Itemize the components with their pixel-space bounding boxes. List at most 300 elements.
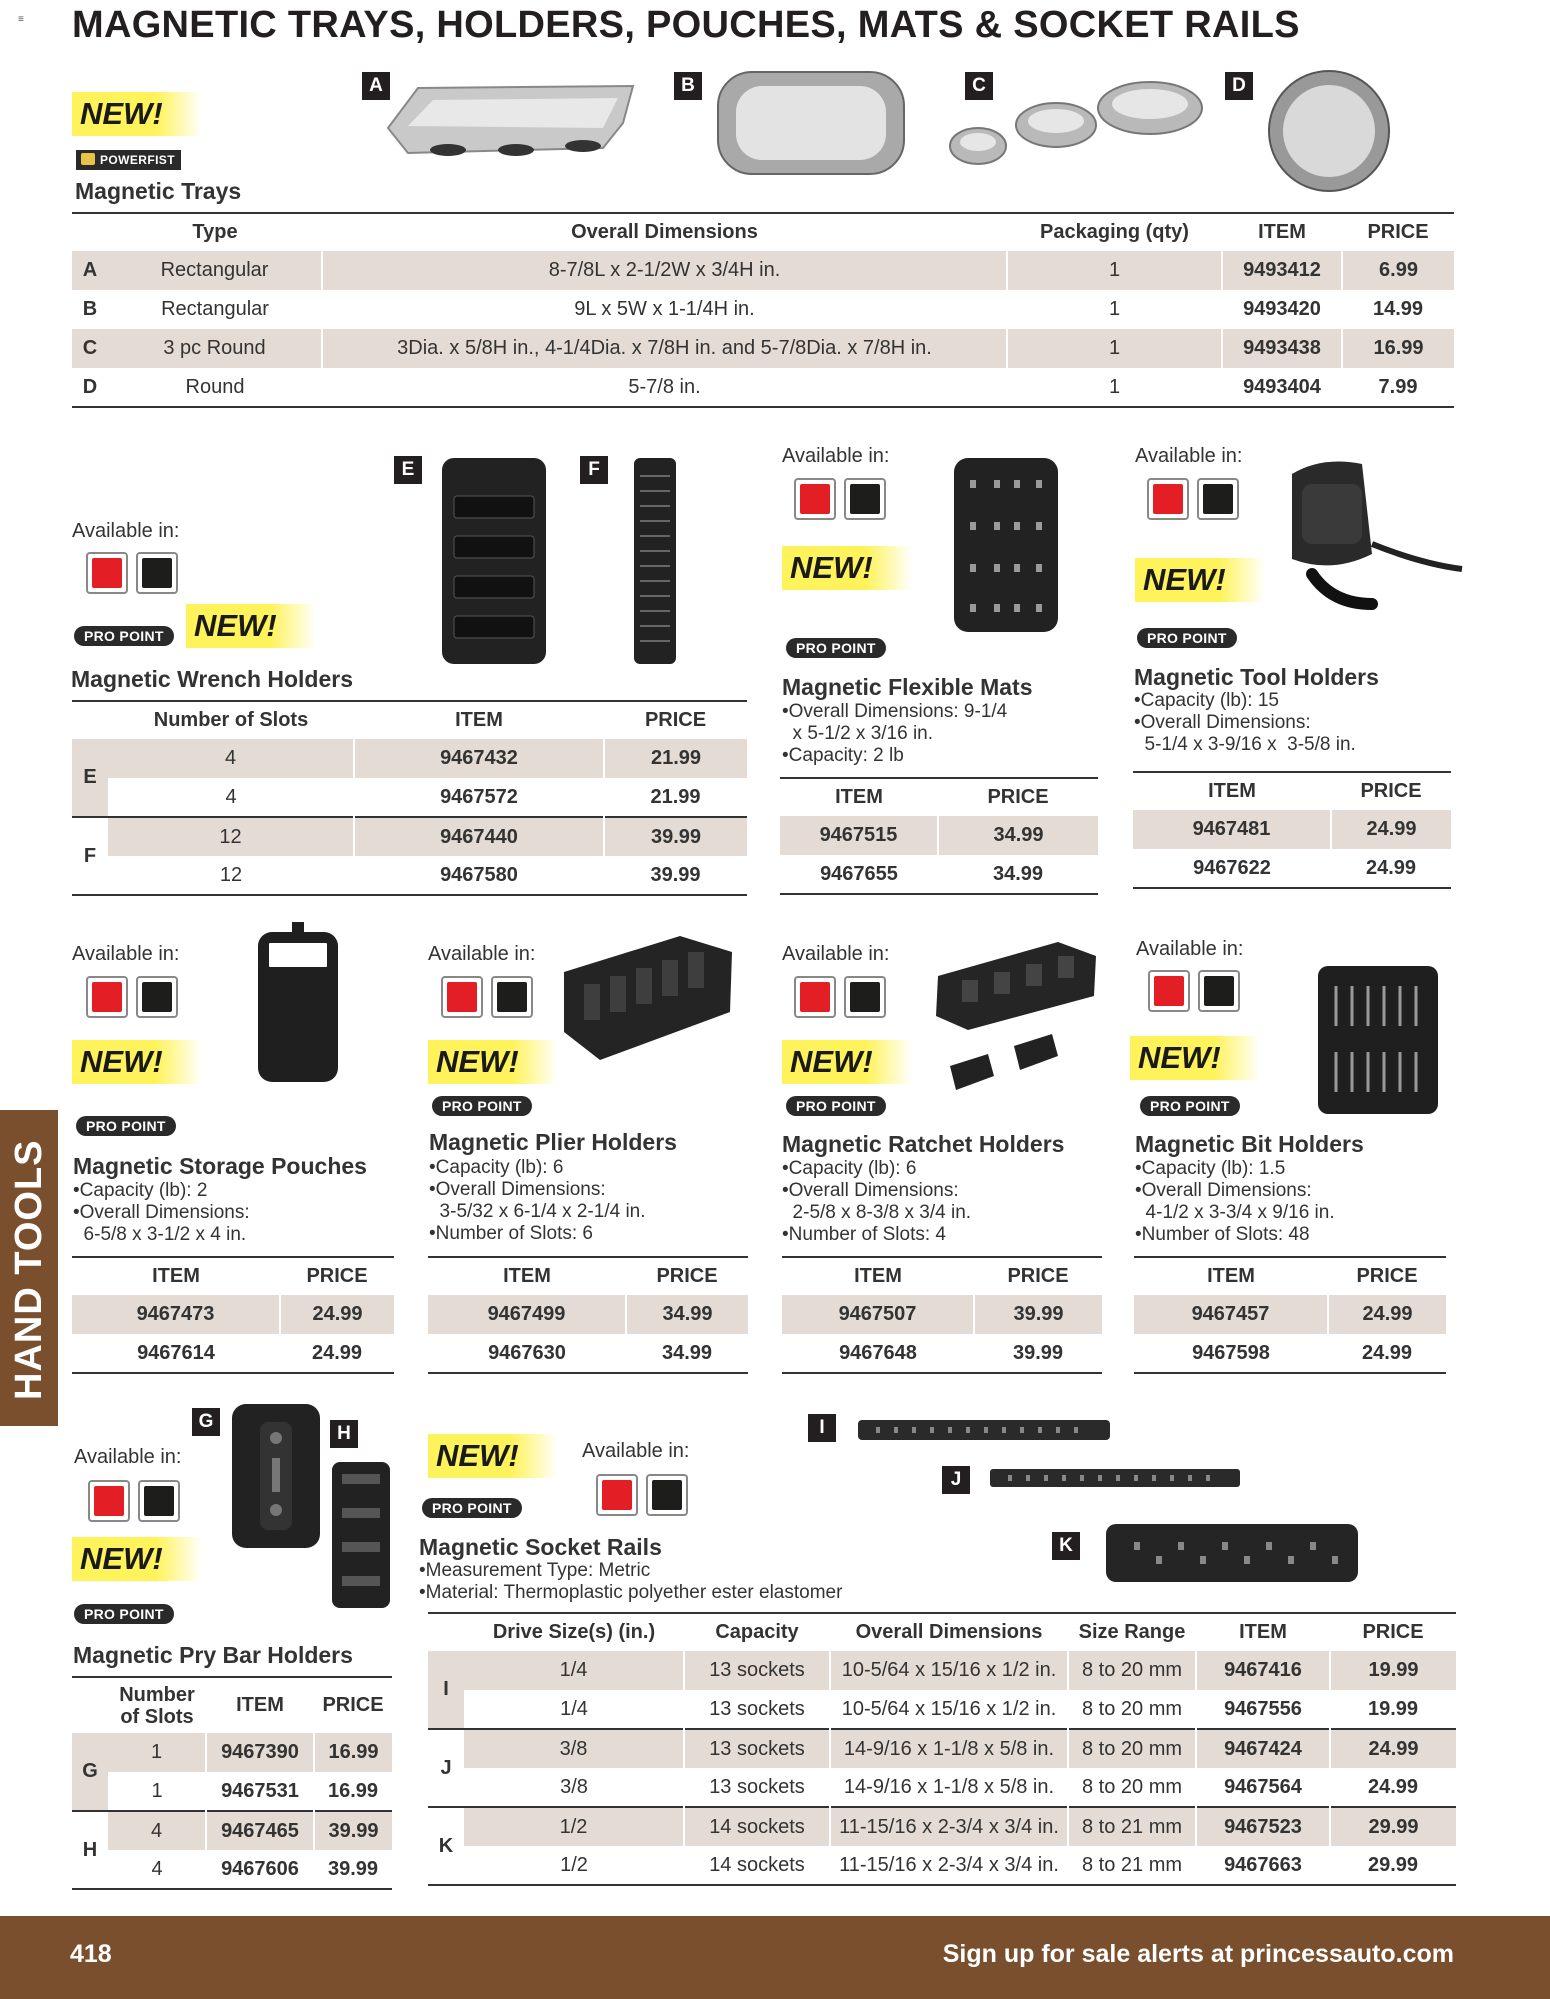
item-cell: 9493412	[1222, 251, 1342, 290]
price-cell: 39.99	[314, 1811, 392, 1850]
qty-cell: 1	[1007, 251, 1222, 290]
page-title: MAGNETIC TRAYS, HOLDERS, POUCHES, MATS & SOCKET RAILS	[72, 4, 1300, 46]
item-cell: 9467465	[206, 1811, 314, 1850]
table-row	[72, 290, 1454, 329]
spec-line: •Overall Dimensions: 9-1/4	[782, 701, 1008, 722]
item-cell: 9467564	[1224, 1775, 1302, 1798]
price-cell: 24.99	[1365, 856, 1417, 879]
black-swatch	[844, 976, 886, 1018]
item-cell: 9467630	[488, 1341, 566, 1364]
color-swatches	[86, 552, 178, 594]
pro-point-logo: PRO POINT	[74, 1604, 174, 1624]
table-row	[428, 1807, 1456, 1846]
plier-holder-image	[560, 932, 736, 1064]
row-key: J	[428, 1729, 464, 1807]
spec-line: •Overall Dimensions:	[782, 1180, 959, 1201]
table-row	[72, 368, 1454, 407]
plier-specs	[429, 1157, 646, 1245]
available-in-label: Available in:	[782, 943, 890, 965]
tool-holder-image	[1262, 454, 1464, 614]
color-swatches	[794, 976, 886, 1018]
row-key: H	[72, 1811, 108, 1889]
col-header: Number of Slots	[153, 709, 309, 731]
col-header: PRICE	[1367, 221, 1429, 243]
pro-point-logo: PRO POINT	[76, 1116, 176, 1136]
price-cell: 6.99	[1342, 251, 1454, 290]
pry-heading: Magnetic Pry Bar Holders	[73, 1642, 353, 1668]
black-swatch	[1198, 970, 1240, 1012]
item-cell: 9467580	[440, 863, 518, 886]
item-cell: 9467457	[1134, 1295, 1328, 1334]
mats-table	[780, 777, 1098, 895]
spec-line: •Capacity (lb): 15	[1134, 690, 1279, 711]
wrench-holder-4-image	[440, 456, 548, 666]
rectangular-tray-large-image	[714, 68, 909, 178]
color-swatches	[794, 478, 886, 520]
ratchet-table	[782, 1256, 1102, 1374]
col-header: ITEM	[1258, 221, 1306, 243]
red-swatch	[1147, 478, 1189, 520]
pro-point-logo: PRO POINT	[786, 638, 886, 658]
price-cell: 29.99	[1330, 1807, 1456, 1846]
price-cell: 34.99	[626, 1295, 748, 1334]
pouch-table	[72, 1256, 394, 1374]
col-header: PRICE	[1007, 1265, 1069, 1287]
label-i: I	[808, 1414, 836, 1442]
black-swatch	[136, 552, 178, 594]
col-header: Overall Dimensions	[571, 221, 758, 243]
spec-line: •Number of Slots: 4	[782, 1224, 946, 1245]
bit-table	[1134, 1256, 1446, 1374]
qty-cell: 1	[1007, 329, 1222, 368]
red-swatch	[441, 976, 483, 1018]
col-header: ITEM	[854, 1265, 902, 1287]
new-badge: NEW!	[72, 92, 202, 136]
tool-table	[1133, 771, 1451, 889]
price-cell: 16.99	[1342, 329, 1454, 368]
bit-heading: Magnetic Bit Holders	[1135, 1131, 1364, 1157]
row-key: I	[428, 1651, 464, 1729]
dims-cell: 11-15/16 x 2-3/4 x 3/4 in.	[830, 1807, 1068, 1846]
item-cell: 9467507	[782, 1295, 974, 1334]
table-row	[428, 1651, 1456, 1690]
col-header: PRICE	[644, 709, 707, 731]
pouch-heading: Magnetic Storage Pouches	[73, 1153, 367, 1179]
pro-point-logo: PRO POINT	[432, 1096, 532, 1116]
range-cell: 8 to 20 mm	[1081, 1775, 1183, 1798]
drive-cell: 1/4	[560, 1697, 588, 1720]
slots-cell: 12	[219, 863, 243, 886]
item-cell: 9467622	[1193, 856, 1271, 879]
table-row	[1134, 1295, 1446, 1334]
label-b: B	[674, 72, 702, 100]
slots-cell: 1	[151, 1779, 163, 1802]
range-cell: 8 to 20 mm	[1081, 1697, 1183, 1720]
black-swatch	[844, 478, 886, 520]
row-key: F	[72, 817, 108, 895]
dims-cell: 9L x 5W x 1-1/4H in.	[574, 298, 755, 320]
bit-holder-image	[1316, 964, 1440, 1116]
item-cell: 9467416	[1196, 1651, 1330, 1690]
page-footer	[0, 1916, 1550, 1999]
dims-cell: 10-5/64 x 15/16 x 1/2 in.	[830, 1651, 1068, 1690]
table-row	[782, 1334, 1102, 1373]
row-key: E	[72, 739, 108, 817]
dims-cell: 8-7/8L x 2-1/2W x 3/4H in.	[322, 251, 1007, 290]
color-swatches	[86, 976, 178, 1018]
range-cell: 8 to 20 mm	[1068, 1729, 1196, 1768]
col-header: ITEM	[1208, 780, 1256, 802]
table-row	[1134, 1334, 1446, 1373]
item-cell: 9467663	[1224, 1853, 1302, 1876]
storage-pouch-image	[252, 918, 344, 1088]
label-e: E	[394, 456, 422, 484]
dims-cell: 14-9/16 x 1-1/8 x 5/8 in.	[843, 1775, 1055, 1798]
red-swatch	[596, 1474, 638, 1516]
table-row	[428, 1334, 748, 1373]
new-badge: NEW!	[782, 546, 912, 590]
col-header: PRICE	[1362, 1621, 1424, 1643]
spec-line: •Overall Dimensions:	[73, 1202, 250, 1223]
powerfist-logo: POWERFIST	[76, 150, 181, 170]
range-cell: 8 to 20 mm	[1068, 1651, 1196, 1690]
new-badge: NEW!	[1135, 558, 1265, 602]
table-row	[428, 1690, 1456, 1729]
table-row	[72, 329, 1454, 368]
range-cell: 8 to 21 mm	[1068, 1807, 1196, 1846]
new-badge: NEW!	[186, 604, 316, 648]
row-key: B	[72, 290, 108, 329]
tool-heading: Magnetic Tool Holders	[1134, 664, 1379, 690]
col-header: PRICE	[1360, 780, 1422, 802]
dims-cell: 3Dia. x 5/8H in., 4-1/4Dia. x 7/8H in. and 5-7/8Dia. x 7/8H in.	[322, 329, 1007, 368]
label-g: G	[192, 1408, 220, 1436]
price-cell: 34.99	[992, 862, 1044, 885]
drive-cell: 1/2	[560, 1853, 588, 1876]
item-cell: 9467499	[428, 1295, 626, 1334]
available-in-label: Available in:	[582, 1440, 690, 1462]
item-cell: 9467572	[440, 785, 518, 808]
qty-cell: 1	[1108, 375, 1121, 398]
wrench-holder-12-image	[632, 456, 678, 666]
slots-cell: 1	[108, 1733, 206, 1772]
label-h: H	[330, 1420, 358, 1448]
slots-cell: 4	[108, 739, 354, 778]
item-cell: 9493438	[1222, 329, 1342, 368]
col-header: Drive Size(s) (in.)	[492, 1621, 656, 1643]
page-number: 418	[70, 1940, 112, 1968]
col-header: Packaging (qty)	[1040, 221, 1189, 243]
table-row	[72, 1811, 392, 1850]
col-header: ITEM	[503, 1265, 551, 1287]
mats-heading: Magnetic Flexible Mats	[782, 674, 1033, 700]
price-cell: 16.99	[327, 1779, 379, 1802]
row-key: D	[72, 368, 108, 407]
table-row	[1133, 810, 1451, 849]
mats-specs	[782, 701, 1007, 767]
spec-line: •Capacity (lb): 6	[782, 1158, 917, 1179]
plier-heading: Magnetic Plier Holders	[429, 1129, 677, 1155]
pouch-specs	[73, 1180, 250, 1246]
price-cell: 24.99	[1361, 1341, 1413, 1364]
socket-heading: Magnetic Socket Rails	[419, 1534, 662, 1560]
table-row	[72, 1334, 394, 1373]
available-in-label: Available in:	[782, 445, 890, 467]
table-row	[782, 1295, 1102, 1334]
item-cell: 9467390	[206, 1733, 314, 1772]
price-cell: 34.99	[938, 816, 1098, 855]
slots-cell: 4	[108, 1811, 206, 1850]
label-d: D	[1225, 72, 1253, 100]
price-cell: 16.99	[314, 1733, 392, 1772]
pro-point-logo: PRO POINT	[74, 626, 174, 646]
spec-line: 4-1/2 x 3-3/4 x 9/16 in.	[1135, 1202, 1335, 1223]
item-cell: 9467556	[1224, 1697, 1302, 1720]
price-cell: 24.99	[280, 1295, 394, 1334]
price-cell: 29.99	[1367, 1853, 1419, 1876]
price-cell: 39.99	[604, 817, 747, 856]
price-cell: 34.99	[661, 1341, 713, 1364]
table-row	[780, 816, 1098, 855]
range-cell: 8 to 21 mm	[1081, 1853, 1183, 1876]
dims-cell: 14-9/16 x 1-1/8 x 5/8 in.	[830, 1729, 1068, 1768]
available-in-label: Available in:	[74, 1446, 182, 1468]
capacity-cell: 14 sockets	[684, 1807, 830, 1846]
label-k: K	[1052, 1532, 1080, 1560]
dims-cell: 11-15/16 x 2-3/4 x 3/4 in.	[839, 1853, 1059, 1876]
qty-cell: 1	[1108, 298, 1121, 320]
price-cell: 24.99	[1328, 1295, 1446, 1334]
price-cell: 21.99	[604, 739, 747, 778]
new-badge: NEW!	[72, 1537, 202, 1581]
table-row	[72, 1850, 392, 1889]
item-cell: 9467481	[1133, 810, 1331, 849]
round-tray-image	[1266, 68, 1392, 194]
new-badge: NEW!	[428, 1434, 558, 1478]
new-badge: NEW!	[1130, 1036, 1260, 1080]
color-swatches	[596, 1474, 688, 1516]
side-tab-label: HAND TOOLS	[8, 1139, 50, 1400]
item-cell: 9467598	[1192, 1341, 1270, 1364]
bit-specs	[1135, 1158, 1335, 1246]
price-cell: 19.99	[1330, 1651, 1456, 1690]
black-swatch	[136, 976, 178, 1018]
available-in-label: Available in:	[428, 943, 536, 965]
table-row	[428, 1846, 1456, 1885]
label-j: J	[942, 1466, 970, 1494]
socket-table	[428, 1612, 1456, 1886]
table-row	[72, 1295, 394, 1334]
wrench-table	[72, 700, 747, 896]
spec-line: •Overall Dimensions:	[429, 1179, 606, 1200]
col-header: ITEM	[152, 1265, 200, 1287]
black-swatch	[1197, 478, 1239, 520]
col-header: PRICE	[306, 1265, 368, 1287]
color-swatches	[88, 1480, 180, 1522]
col-header: PRICE	[987, 786, 1049, 808]
col-header: Size Range	[1078, 1621, 1186, 1643]
pro-point-logo: PRO POINT	[422, 1498, 522, 1518]
dims-cell: 10-5/64 x 15/16 x 1/2 in.	[841, 1697, 1057, 1720]
col-header: PRICE	[1356, 1265, 1418, 1287]
corner-mark: ≡	[18, 14, 24, 25]
slots-cell: 4	[225, 785, 237, 808]
price-cell: 7.99	[1378, 375, 1418, 398]
trays-table	[72, 212, 1454, 408]
red-swatch	[794, 478, 836, 520]
available-in-label: Available in:	[1135, 445, 1243, 467]
table-row	[428, 1295, 748, 1334]
type-cell: 3 pc Round	[108, 329, 322, 368]
item-cell: 9467648	[839, 1341, 917, 1364]
col-header: ITEM	[1239, 1621, 1287, 1643]
pro-point-logo: PRO POINT	[1140, 1096, 1240, 1116]
table-row	[1133, 849, 1451, 888]
pry-bar-holder-single-image	[230, 1402, 322, 1550]
col-header: Overall Dimensions	[855, 1621, 1043, 1643]
table-row	[72, 856, 747, 895]
price-cell: 39.99	[327, 1857, 379, 1880]
label-c: C	[965, 72, 993, 100]
red-swatch	[86, 976, 128, 1018]
item-cell: 9467606	[221, 1857, 299, 1880]
table-row	[72, 1733, 392, 1772]
slots-cell: 4	[151, 1857, 163, 1880]
socket-specs	[419, 1560, 842, 1604]
col-header: ITEM	[835, 786, 883, 808]
slots-cell: 12	[108, 817, 354, 856]
type-cell: Rectangular	[108, 251, 322, 290]
table-row	[428, 1729, 1456, 1768]
spec-line: 2-5/8 x 8-3/8 x 3/4 in.	[782, 1202, 972, 1223]
price-cell: 24.99	[1331, 810, 1451, 849]
new-badge: NEW!	[428, 1040, 558, 1084]
pry-table	[72, 1676, 392, 1890]
tool-specs	[1134, 690, 1356, 756]
item-cell: 9467515	[780, 816, 938, 855]
ratchet-specs	[782, 1158, 971, 1246]
color-swatches	[441, 976, 533, 1018]
pro-point-logo: PRO POINT	[1137, 628, 1237, 648]
price-cell: 39.99	[650, 863, 701, 886]
round-trays-set-image	[946, 80, 1206, 172]
item-cell: 9467614	[137, 1341, 215, 1364]
row-key: C	[72, 329, 108, 368]
item-cell: 9467531	[221, 1779, 299, 1802]
black-swatch	[491, 976, 533, 1018]
table-row	[72, 739, 747, 778]
spec-line: •Capacity: 2 lb	[782, 745, 904, 766]
spec-line: •Number of Slots: 6	[429, 1223, 593, 1244]
item-cell: 9467440	[354, 817, 604, 856]
spec-line: •Capacity (lb): 1.5	[1135, 1158, 1286, 1179]
item-cell: 9467523	[1196, 1807, 1330, 1846]
color-swatches	[1148, 970, 1240, 1012]
price-cell: 24.99	[1367, 1775, 1419, 1798]
table-row	[780, 855, 1098, 894]
red-swatch	[88, 1480, 130, 1522]
col-header: Type	[192, 221, 238, 243]
type-cell: Round	[185, 375, 245, 398]
spec-line: •Number of Slots: 48	[1135, 1224, 1310, 1245]
section-side-tab	[0, 1110, 58, 1426]
spec-line: 6-5/8 x 3-1/2 x 4 in.	[73, 1224, 247, 1245]
item-cell: 9467424	[1196, 1729, 1330, 1768]
price-cell: 21.99	[650, 785, 701, 808]
col-header: PRICE	[322, 1694, 384, 1716]
spec-line: •Overall Dimensions:	[1134, 712, 1311, 733]
table-row	[72, 817, 747, 856]
ratchet-heading: Magnetic Ratchet Holders	[782, 1131, 1065, 1157]
table-row	[428, 1768, 1456, 1807]
item-cell: 9467473	[72, 1295, 280, 1334]
row-key: K	[428, 1807, 464, 1885]
available-in-label: Available in:	[72, 943, 180, 965]
drive-cell: 3/8	[560, 1775, 588, 1798]
pro-point-logo: PRO POINT	[786, 1096, 886, 1116]
price-cell: 14.99	[1372, 298, 1424, 320]
flexible-mat-image	[952, 456, 1060, 634]
trays-heading: Magnetic Trays	[75, 178, 242, 204]
black-swatch	[138, 1480, 180, 1522]
available-in-label: Available in:	[72, 520, 180, 542]
drive-cell: 3/8	[464, 1729, 684, 1768]
red-swatch	[1148, 970, 1190, 1012]
col-header: PRICE	[656, 1265, 718, 1287]
spec-line: •Capacity (lb): 2	[73, 1180, 208, 1201]
sale-alerts-link[interactable]: Sign up for sale alerts at princessauto.com	[942, 1940, 1454, 1968]
socket-rail-1-2-image	[1104, 1522, 1360, 1584]
table-row	[72, 251, 1454, 290]
item-cell: 9467655	[820, 862, 898, 885]
row-key: G	[72, 1733, 108, 1811]
spec-line: •Capacity (lb): 6	[429, 1157, 564, 1178]
col-header: Capacity	[715, 1621, 799, 1643]
ratchet-holder-image	[928, 936, 1100, 1104]
type-cell: Rectangular	[161, 298, 269, 320]
price-cell: 39.99	[974, 1295, 1102, 1334]
spec-line: •Overall Dimensions:	[1135, 1180, 1312, 1201]
row-key: A	[72, 251, 108, 290]
label-f: F	[580, 456, 608, 484]
socket-rail-3-8-image	[988, 1466, 1242, 1490]
red-swatch	[794, 976, 836, 1018]
col-header: ITEM	[236, 1694, 284, 1716]
price-cell: 19.99	[1367, 1697, 1419, 1720]
color-swatches	[1147, 478, 1239, 520]
price-cell: 24.99	[1330, 1729, 1456, 1768]
red-swatch	[86, 552, 128, 594]
capacity-cell: 13 sockets	[684, 1729, 830, 1768]
available-in-label: Available in:	[1136, 938, 1244, 960]
price-cell: 24.99	[311, 1341, 363, 1364]
col-header: ITEM	[1207, 1265, 1255, 1287]
black-swatch	[646, 1474, 688, 1516]
item-cell: 9467432	[354, 739, 604, 778]
label-a: A	[362, 72, 390, 100]
capacity-cell: 13 sockets	[684, 1651, 830, 1690]
col-header: ITEM	[455, 709, 503, 731]
rectangular-tray-small-image	[378, 78, 643, 160]
price-cell: 39.99	[1012, 1341, 1064, 1364]
item-cell: 9493420	[1243, 298, 1321, 320]
col-header: Number of Slots	[119, 1683, 195, 1728]
spec-line: •Measurement Type: Metric	[419, 1560, 651, 1581]
spec-line: x 5-1/2 x 3/16 in.	[782, 723, 934, 744]
table-row	[72, 1772, 392, 1811]
new-badge: NEW!	[782, 1040, 912, 1084]
spec-line: 5-1/4 x 3-9/16 x 3-5/8 in.	[1134, 734, 1356, 755]
